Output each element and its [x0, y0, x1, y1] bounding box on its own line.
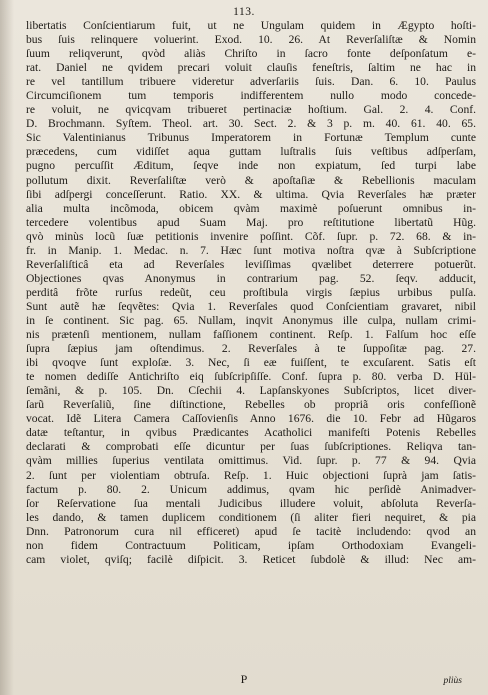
- text-line: Reverſaliſticâ eta ad Reverſales leviſſimas qvælibet deterrere potuerũt.: [26, 257, 476, 271]
- text-line: re voluit, ne qvicqvam tribueret pertinaciæ hoſtium. Gal. 2. 4. Conf.: [26, 103, 476, 117]
- text-line: pollutum dixit. Reverſaliſtæ verò & apoſtaſiæ & Rebellionis maculam: [26, 173, 476, 187]
- text-line: vocat. Idẽ Litera Camera Caſſovienſis Anno 1676. die 10. Febr ad Hũgaros: [26, 412, 476, 426]
- text-line: cam violet, qviſq; facilè diſpicit. 3. Reticet ſubdolè & illud: Nec am-: [26, 552, 476, 566]
- text-line: te nomen dediſſe Antichriſto eiq ſubſcripſiſſe. Conf. ſupra p. 80. verba D. Hül-: [26, 370, 476, 384]
- text-line: fr. in Manip. 1. Medac. n. 7. Hæc ſunt motiva noſtra qvæ à Subſcriptione: [26, 243, 476, 257]
- text-line: re vel tantillum tribuere videretur adverſariis ſuis. Dan. 6. 10. Paulus: [26, 75, 476, 89]
- signature-mark: P: [240, 672, 248, 686]
- text-line: les dando, & tamen duplicem conditionem (ſi aliter fieri nequiret, & pia: [26, 510, 476, 524]
- text-line: 2. ſunt per violentiam obtruſa. Reſp. 1. Huic objectioni ſuprà jam ſatis-: [26, 468, 476, 482]
- text-line: ſupra ſæpius jam oſtendimus. 2. Reverſales à te ſuppoſitæ pag. 27.: [26, 342, 476, 356]
- text-line: alia multa incõmoda, obicem qvàm maximè poſuerunt omnibus in-: [26, 201, 476, 215]
- text-line: Sic Valentinianus Tribunus Imperatorem in Fortunæ Templum cunte: [26, 131, 476, 145]
- page-number: 113.: [233, 6, 255, 18]
- text-line: pugno percuſſit Æditum, ſeqve inde non expiatum, ſed turpi labe: [26, 159, 476, 173]
- body-text: [26, 19, 476, 567]
- text-line: Circumciſionem tum temporis indifferentem nullo modo concede-: [26, 89, 476, 103]
- text-line: Objectiones qvas Anonymus in contrarium pag. 52. ſeqv. adducit,: [26, 271, 476, 285]
- text-line: tercedere volentibus apud Suam Maj. pro reſtitutione libertatũ Hũg.: [26, 215, 476, 229]
- text-line: declarati & comprobati eſſe dicuntur per ſuas ſubſcriptiones. Reliqva tan-: [26, 440, 476, 454]
- text-line: ſarũ Reverſaliũ, ſine diſtinctione, Rebelles ob propriã oris confeſſionẽ: [26, 398, 476, 412]
- text-line: datæ teſtantur, in qvibus Prædicantes Acatholici manifeſti Potenis Rebelles: [26, 426, 476, 440]
- text-line: ſibi adſpergi conceſſerunt. Ratio. XX. & ultima. Qvia Reverſales hæ præter: [26, 187, 476, 201]
- text-line: ſor Reſervatione ſua mentali Judicibus illudere voluit, abſoluta Reverſa-: [26, 496, 476, 510]
- text-line: in ſe continent. Sic pag. 65. Nullam, inqvit Anonymus ille culpa, nullam crimi-: [26, 313, 476, 327]
- text-line: qvàm millies ſuperius ventilata omittimus. Vid. ſupr. p. 77 & 94. Qvia: [26, 454, 476, 468]
- text-line: libertatis Conſcientiarum fuit, ut ne Ungulam quidem in Ægypto hoſti-: [26, 19, 476, 32]
- text-line: nis prætenſi mentionem, nullam faſſionem continent. Reſp. 1. Falſum hoc eſſe: [26, 328, 476, 342]
- text-line: factum p. 80. 2. Unicum addimus, qvam hic perſidè Animadver-: [26, 482, 476, 496]
- text-line: præcedens, cum vidiſſet aqua guttam luſtralis ſuis veſtibus adſperſam,: [26, 145, 476, 159]
- text-line: non fidem Contractuum Politicam, ipſam Orthodoxiam Evangeli-: [26, 538, 476, 552]
- text-line: Sunt autẽ hæ ſeqvẽtes: Qvia 1. Reverſales quod Conſcientiam gravaret, nibil: [26, 299, 476, 313]
- text-line: ſemãni, & p. 105. Dn. Cſechii 4. Lapſanskyones Subſcriptos, licet diver-: [26, 384, 476, 398]
- text-line: Dnn. Patronorum cura nil efficeret) apud ſe tacitè includendo: qvod an: [26, 524, 476, 538]
- catchword: pliùs: [443, 676, 462, 686]
- text-line: ibi qvoqve ſunt exploſæ. 3. Nec, ſi eæ fuiſſent, te excuſarent. Satis eſt: [26, 356, 476, 370]
- text-line: rat. Daniel ne qvidem precari voluit clauſis feneſtris, ſaltim ne hac in: [26, 61, 476, 75]
- text-line: ſuum reliqverunt, qvòd aliàs Chriſto in ſacro fonte deſponſatum e-: [26, 47, 476, 61]
- text-line: qvò minùs locũ ſuæ petitionis invenire poſſint. Cõf. ſupr. p. 72. 68. & in-: [26, 229, 476, 243]
- text-line: perditâ frõte rurſus redeũt, ceu proſtibula virgis ſæpius urbibus pulſa.: [26, 285, 476, 299]
- text-line: bus ſuis relinquere voluerint. Exod. 10. 26. At Reverſaliſtæ & Nomin: [26, 33, 476, 47]
- text-line: D. Brochmann. Syſtem. Theol. art. 30. Sect. 2. & 3 p. m. 40. 61. 40. 65.: [26, 117, 476, 131]
